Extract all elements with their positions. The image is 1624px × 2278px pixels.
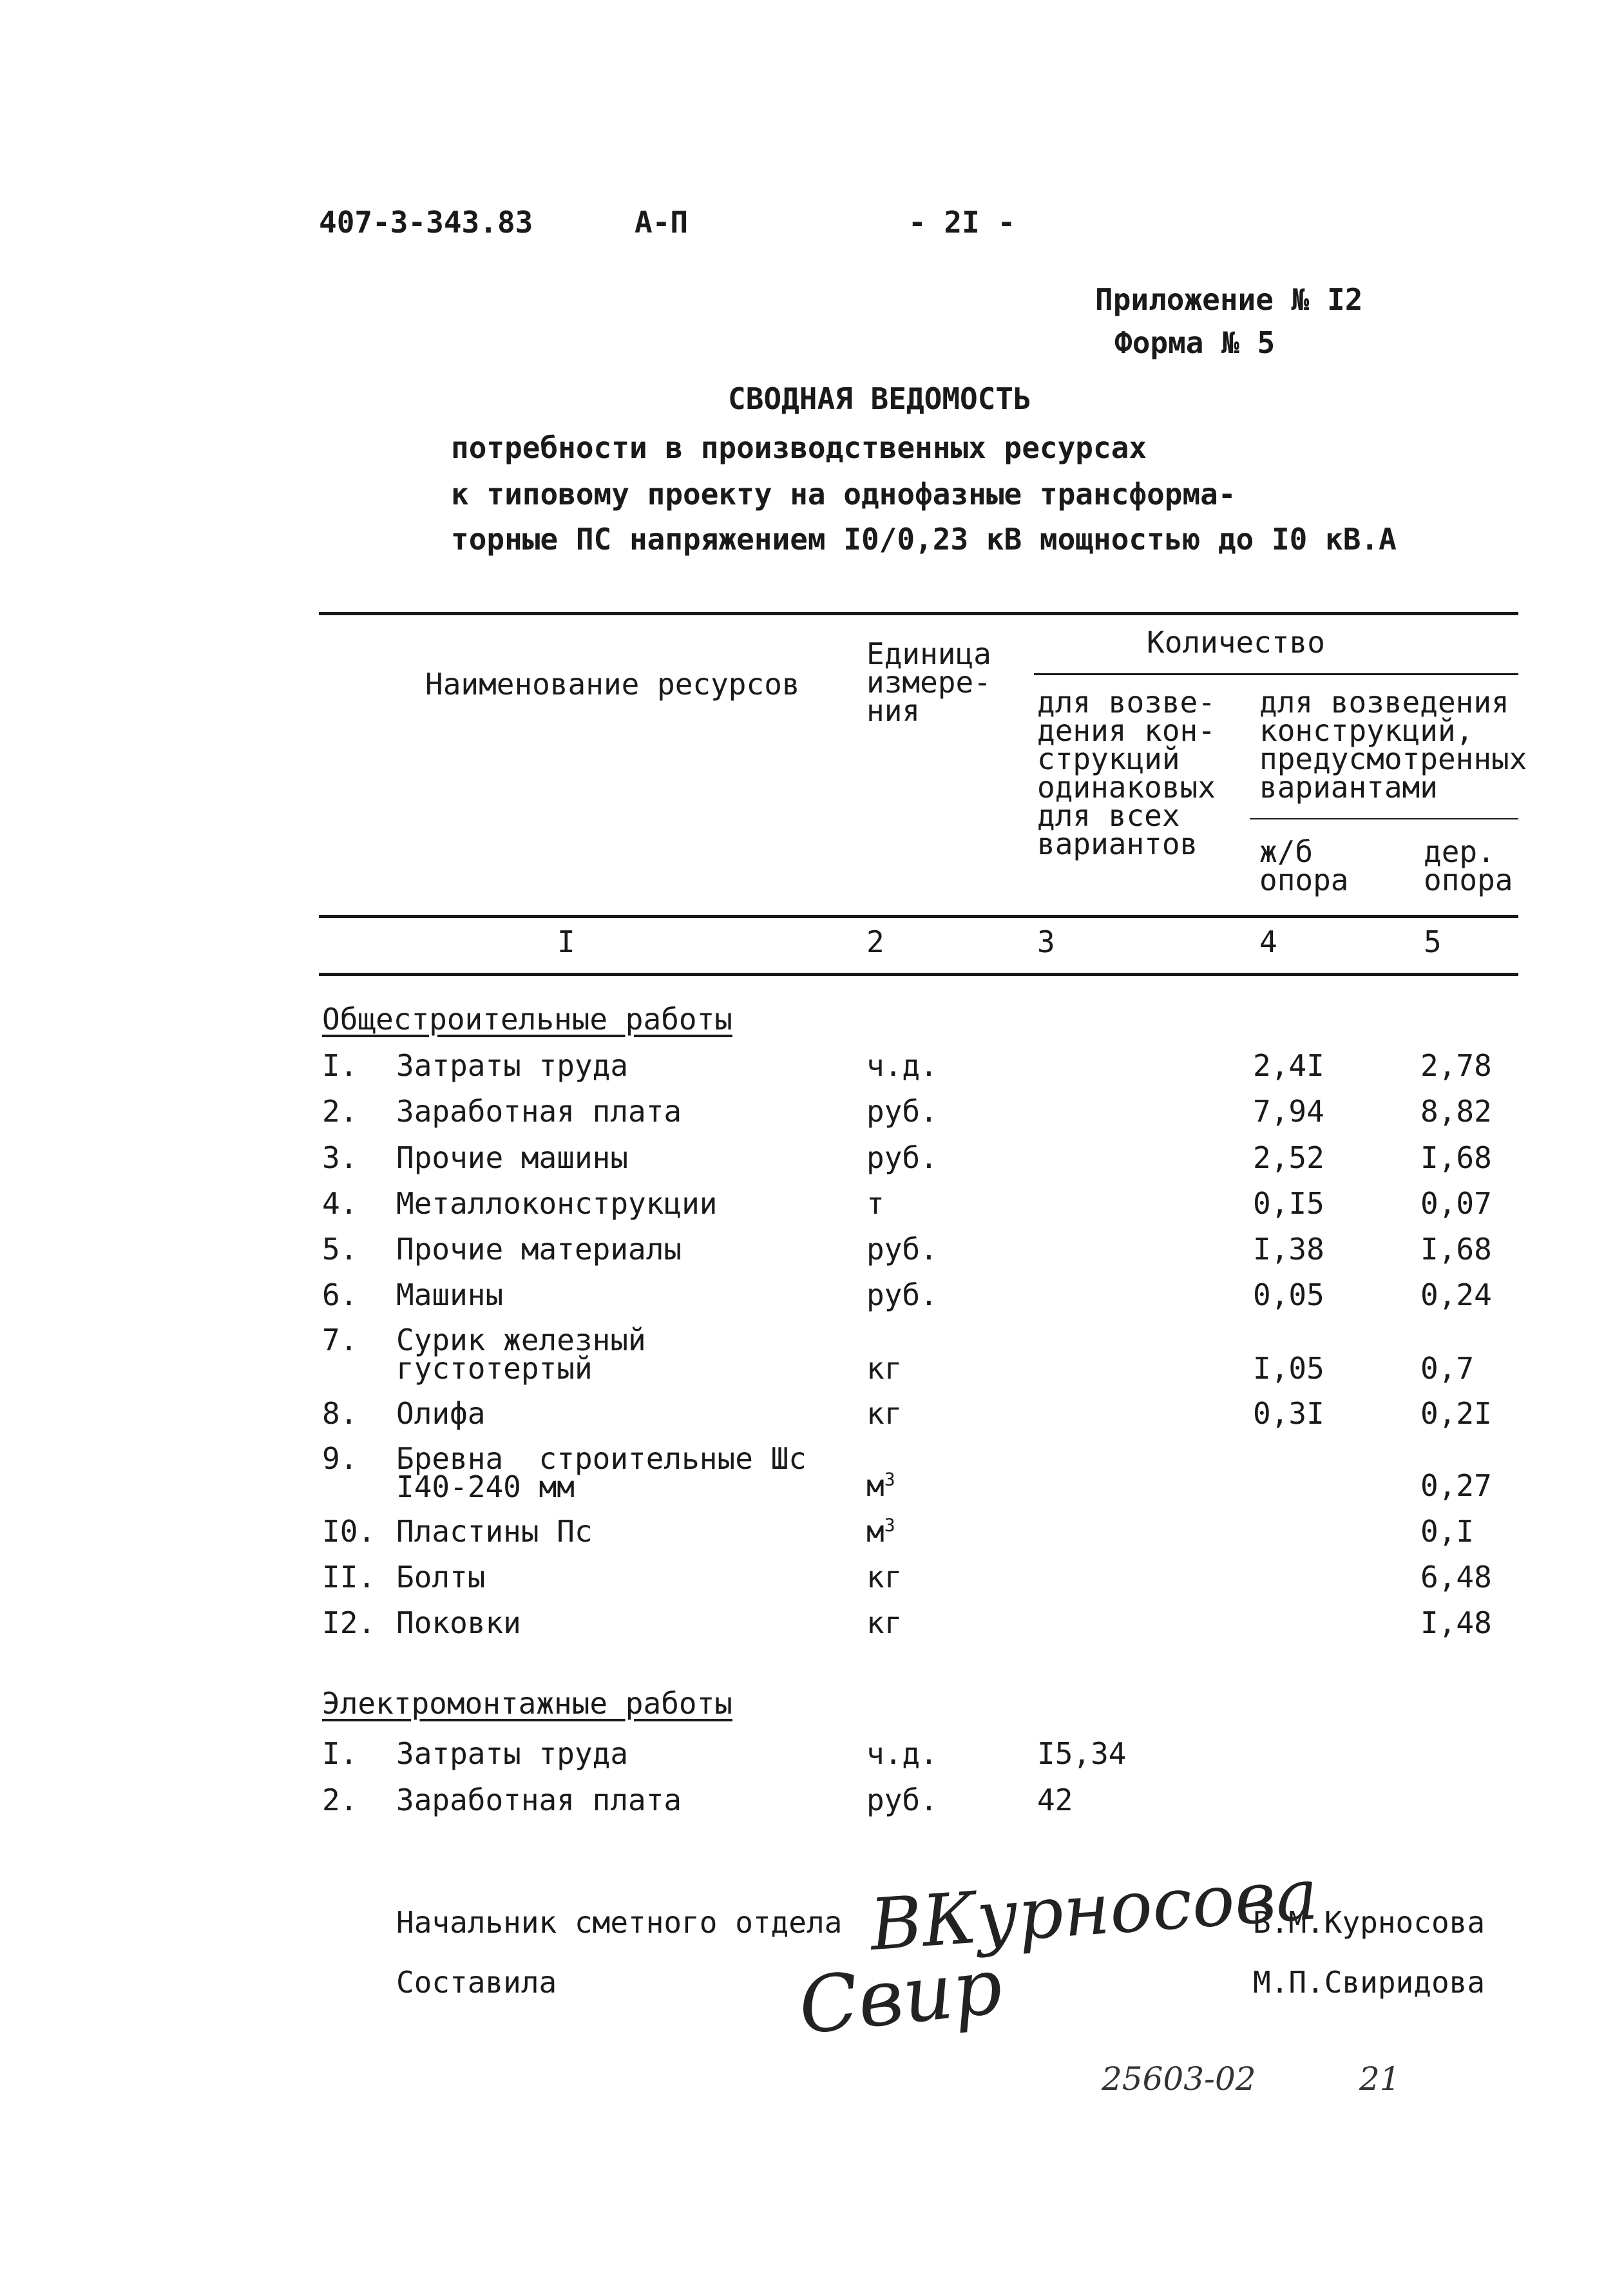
row-number: I2. <box>322 1605 376 1640</box>
resource-name: Затраты труда <box>396 1736 629 1771</box>
row-number: 9. <box>322 1441 358 1476</box>
value-rc-pole: 0,3I <box>1253 1396 1324 1431</box>
value-wood-pole: 0,27 <box>1420 1468 1492 1503</box>
row-number: 5. <box>322 1232 358 1267</box>
chief-signature-text: ВКурносова <box>867 1852 1321 1967</box>
numbers-bottom-rule <box>319 973 1518 976</box>
value-rc-pole: 0,I5 <box>1253 1186 1324 1221</box>
value-rc-pole: 0,05 <box>1253 1278 1324 1312</box>
unit-text: м <box>866 1514 884 1549</box>
unit: кг <box>866 1560 903 1594</box>
title-line-2: к типовому проекту на однофазные трансформа- <box>451 477 1236 512</box>
row-number: 2. <box>322 1094 358 1129</box>
row-number: II. <box>322 1560 376 1594</box>
handwritten-page: 21 <box>1359 2060 1400 2098</box>
resource-name: Прочие материалы <box>396 1232 682 1267</box>
row-number: I. <box>322 1048 358 1083</box>
resource-name: Затраты труда <box>396 1048 629 1083</box>
value-wood-pole: I,48 <box>1420 1605 1492 1640</box>
resource-name: Металлоконструкции <box>396 1186 718 1221</box>
chief-name: В.М.Курносова <box>1253 1905 1485 1940</box>
resource-name: Сурик железный густотертый <box>396 1323 646 1386</box>
column-number-2: 2 <box>866 924 884 959</box>
unit: руб. <box>866 1140 938 1175</box>
author-name: М.П.Свиридова <box>1253 1965 1485 2000</box>
row-number: 2. <box>322 1783 358 1817</box>
value-wood-pole: I,68 <box>1420 1232 1492 1267</box>
value-wood-pole: 0,07 <box>1420 1186 1492 1221</box>
section-title-general-construction: Общестроительные работы <box>322 1002 732 1037</box>
column-number-1: I <box>557 924 575 959</box>
chief-label: Начальник сметного отдела <box>396 1905 843 1940</box>
column-number-3: 3 <box>1037 924 1055 959</box>
appendix-label: Приложение № I2 <box>1095 282 1363 317</box>
row-number: 3. <box>322 1140 358 1175</box>
resource-name: Машины <box>396 1278 504 1312</box>
form-label: Форма № 5 <box>1114 325 1275 360</box>
title-line-3: торные ПС напряжением I0/0,23 кВ мощностью до I0 кВ.А <box>451 522 1397 557</box>
unit: кг <box>866 1351 903 1386</box>
header-unit: Единица измере- ния <box>866 636 991 728</box>
resource-name: Олифа <box>396 1396 486 1431</box>
unit: руб. <box>866 1783 938 1817</box>
quantity-rule <box>1034 673 1518 675</box>
resource-name: Болты <box>396 1560 486 1594</box>
header-quantity: Количество <box>1147 625 1325 660</box>
author-signature <box>795 1942 1007 2052</box>
album-code: А-П <box>635 205 689 240</box>
value-rc-pole: I,38 <box>1253 1232 1324 1267</box>
unit: ч.д. <box>866 1048 938 1083</box>
value-rc-pole: 7,94 <box>1253 1094 1324 1129</box>
handwritten-code: 25603-02 <box>1102 2060 1256 2098</box>
author-label: Составила <box>396 1965 557 2000</box>
unit: руб. <box>866 1232 938 1267</box>
unit: кг <box>866 1605 903 1640</box>
header-common-constructions: для возве- дения кон- струкций одинаковых для всех вариантов <box>1037 685 1216 861</box>
resource-name: Прочие машины <box>396 1140 629 1175</box>
unit: руб. <box>866 1094 938 1129</box>
author-signature-text: Свир <box>794 1941 1007 2053</box>
column-number-4: 4 <box>1259 924 1277 959</box>
header-rc-pole: ж/б опора <box>1259 834 1349 897</box>
unit <box>866 1514 895 1549</box>
unit-text: м <box>866 1468 884 1503</box>
row-number: I. <box>322 1736 358 1771</box>
value-wood-pole: I,68 <box>1420 1140 1492 1175</box>
header-bottom-rule <box>319 915 1518 918</box>
variants-rule <box>1250 818 1518 819</box>
value-rc-pole: 2,52 <box>1253 1140 1324 1175</box>
resource-name: Заработная плата <box>396 1783 682 1817</box>
unit: т <box>866 1186 884 1221</box>
document-title: СВОДНАЯ ВЕДОМОСТЬ <box>728 381 1031 416</box>
value-wood-pole: 0,24 <box>1420 1278 1492 1312</box>
resource-name: Бревна строительные Шс I40-240 мм <box>396 1441 807 1504</box>
value-wood-pole: 2,78 <box>1420 1048 1492 1083</box>
value-rc-pole: 2,4I <box>1253 1048 1324 1083</box>
header-variant-constructions: для возведения конструкций, предусмотренных вариантами <box>1259 685 1527 805</box>
row-number: 8. <box>322 1396 358 1431</box>
resource-name: Заработная плата <box>396 1094 682 1129</box>
page-number: - 2I - <box>908 205 1016 240</box>
value-wood-pole: 0,I <box>1420 1514 1475 1549</box>
table-top-rule <box>319 612 1518 615</box>
resource-name: Пластины Пс <box>396 1514 593 1549</box>
value-common: 42 <box>1037 1783 1073 1817</box>
value-wood-pole: 0,7 <box>1420 1351 1475 1386</box>
resource-name: Поковки <box>396 1605 521 1640</box>
header-resource-name: Наименование ресурсов <box>425 667 800 702</box>
value-wood-pole: 8,82 <box>1420 1094 1492 1129</box>
unit: руб. <box>866 1278 938 1312</box>
section-title-electrical-installation: Электромонтажные работы <box>322 1686 732 1721</box>
unit-superscript: 3 <box>884 1514 895 1536</box>
unit-superscript: 3 <box>884 1468 895 1490</box>
document-code: 407-3-343.83 <box>319 205 533 240</box>
row-number: 6. <box>322 1278 358 1312</box>
row-number: I0. <box>322 1514 376 1549</box>
row-number: 7. <box>322 1323 358 1357</box>
header-wood-pole: дер. опора <box>1424 834 1513 897</box>
row-number: 4. <box>322 1186 358 1221</box>
value-rc-pole: I,05 <box>1253 1351 1324 1386</box>
value-wood-pole: 0,2I <box>1420 1396 1492 1431</box>
title-line-1: потребности в производственных ресурсах <box>451 430 1147 465</box>
value-wood-pole: 6,48 <box>1420 1560 1492 1594</box>
column-number-5: 5 <box>1424 924 1442 959</box>
unit: кг <box>866 1396 903 1431</box>
unit <box>866 1468 895 1503</box>
unit: ч.д. <box>866 1736 938 1771</box>
value-common: I5,34 <box>1037 1736 1127 1771</box>
